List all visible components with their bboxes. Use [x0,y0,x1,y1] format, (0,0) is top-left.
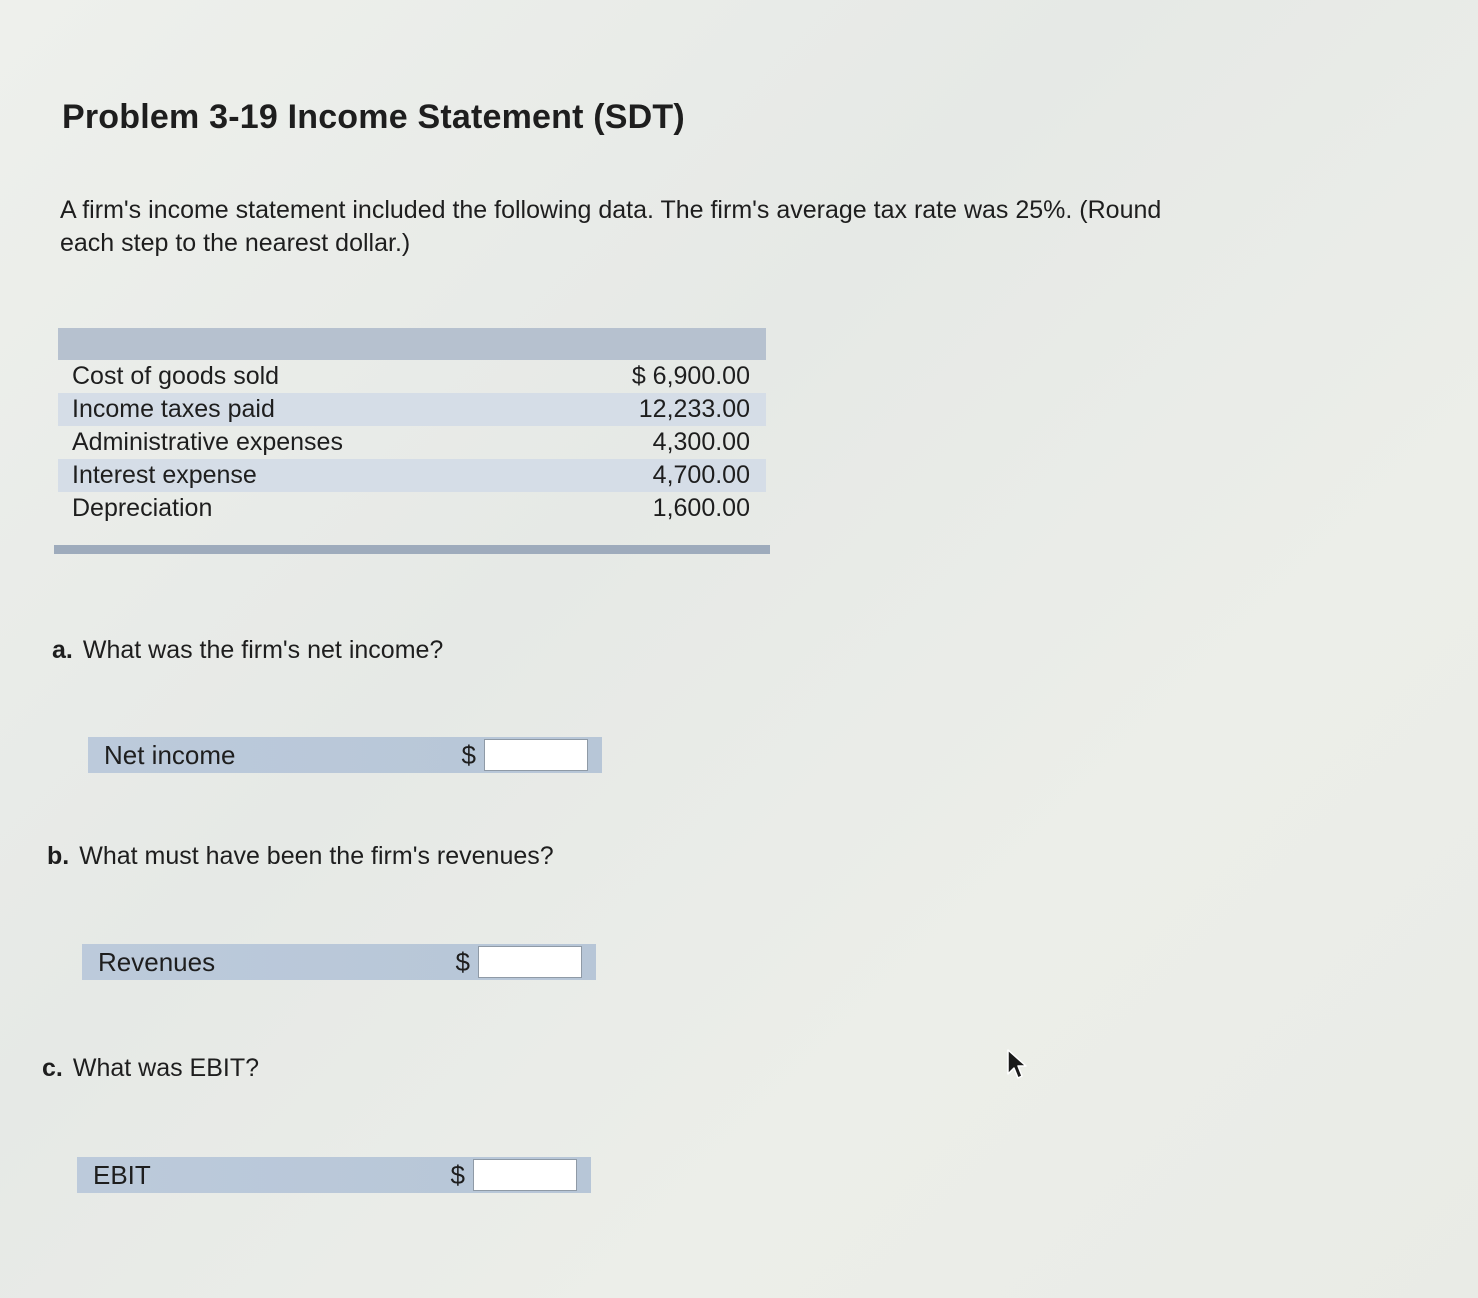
net-income-label: Net income [104,739,236,770]
income-data-table [58,328,766,554]
revenues-answer-row [82,944,596,980]
revenues-label: Revenues [98,946,216,977]
net-income-input[interactable] [484,739,588,771]
row-label: Income taxes paid [72,395,275,423]
table-row [58,360,766,393]
question-letter: b. [47,842,70,870]
row-label: Administrative expenses [72,428,343,456]
problem-intro: A firm's income statement included the following data. The firm's average tax rate was 25%. (Round each step to the nearest dollar.) [60,196,1162,257]
dollar-sign: $ [450,1159,465,1190]
row-value: $ 6,900.00 [631,362,750,390]
row-label: Interest expense [72,461,257,489]
question-letter: c. [42,1054,63,1082]
table-row [58,492,766,525]
revenues-input[interactable] [478,946,582,978]
row-value: 12,233.00 [638,395,750,423]
row-value: 4,700.00 [652,461,750,489]
row-value: 4,300.00 [652,428,750,456]
table-row [58,459,766,492]
row-label: Cost of goods sold [72,362,280,390]
ebit-input[interactable] [473,1159,577,1191]
dollar-sign: $ [461,739,476,770]
ebit-answer-row [77,1157,591,1193]
table-footer-bar [54,545,770,554]
question-c [42,1054,259,1083]
net-income-answer-row [88,737,602,773]
mouse-pointer-icon [1006,1048,1028,1080]
table-row [58,393,766,426]
row-value: 1,600.00 [652,494,750,522]
question-b [47,842,554,871]
question-a [52,636,443,665]
ebit-label: EBIT [93,1159,151,1190]
table-row [58,426,766,459]
row-label: Depreciation [72,494,213,522]
table-header-bar [58,328,766,360]
question-text: What must have been the firm's revenues? [79,842,554,870]
page-title: Problem 3-19 Income Statement (SDT) [62,98,685,136]
question-text: What was the firm's net income? [82,636,444,664]
question-letter: a. [52,636,73,664]
question-text: What was EBIT? [72,1054,260,1082]
dollar-sign: $ [455,946,470,977]
